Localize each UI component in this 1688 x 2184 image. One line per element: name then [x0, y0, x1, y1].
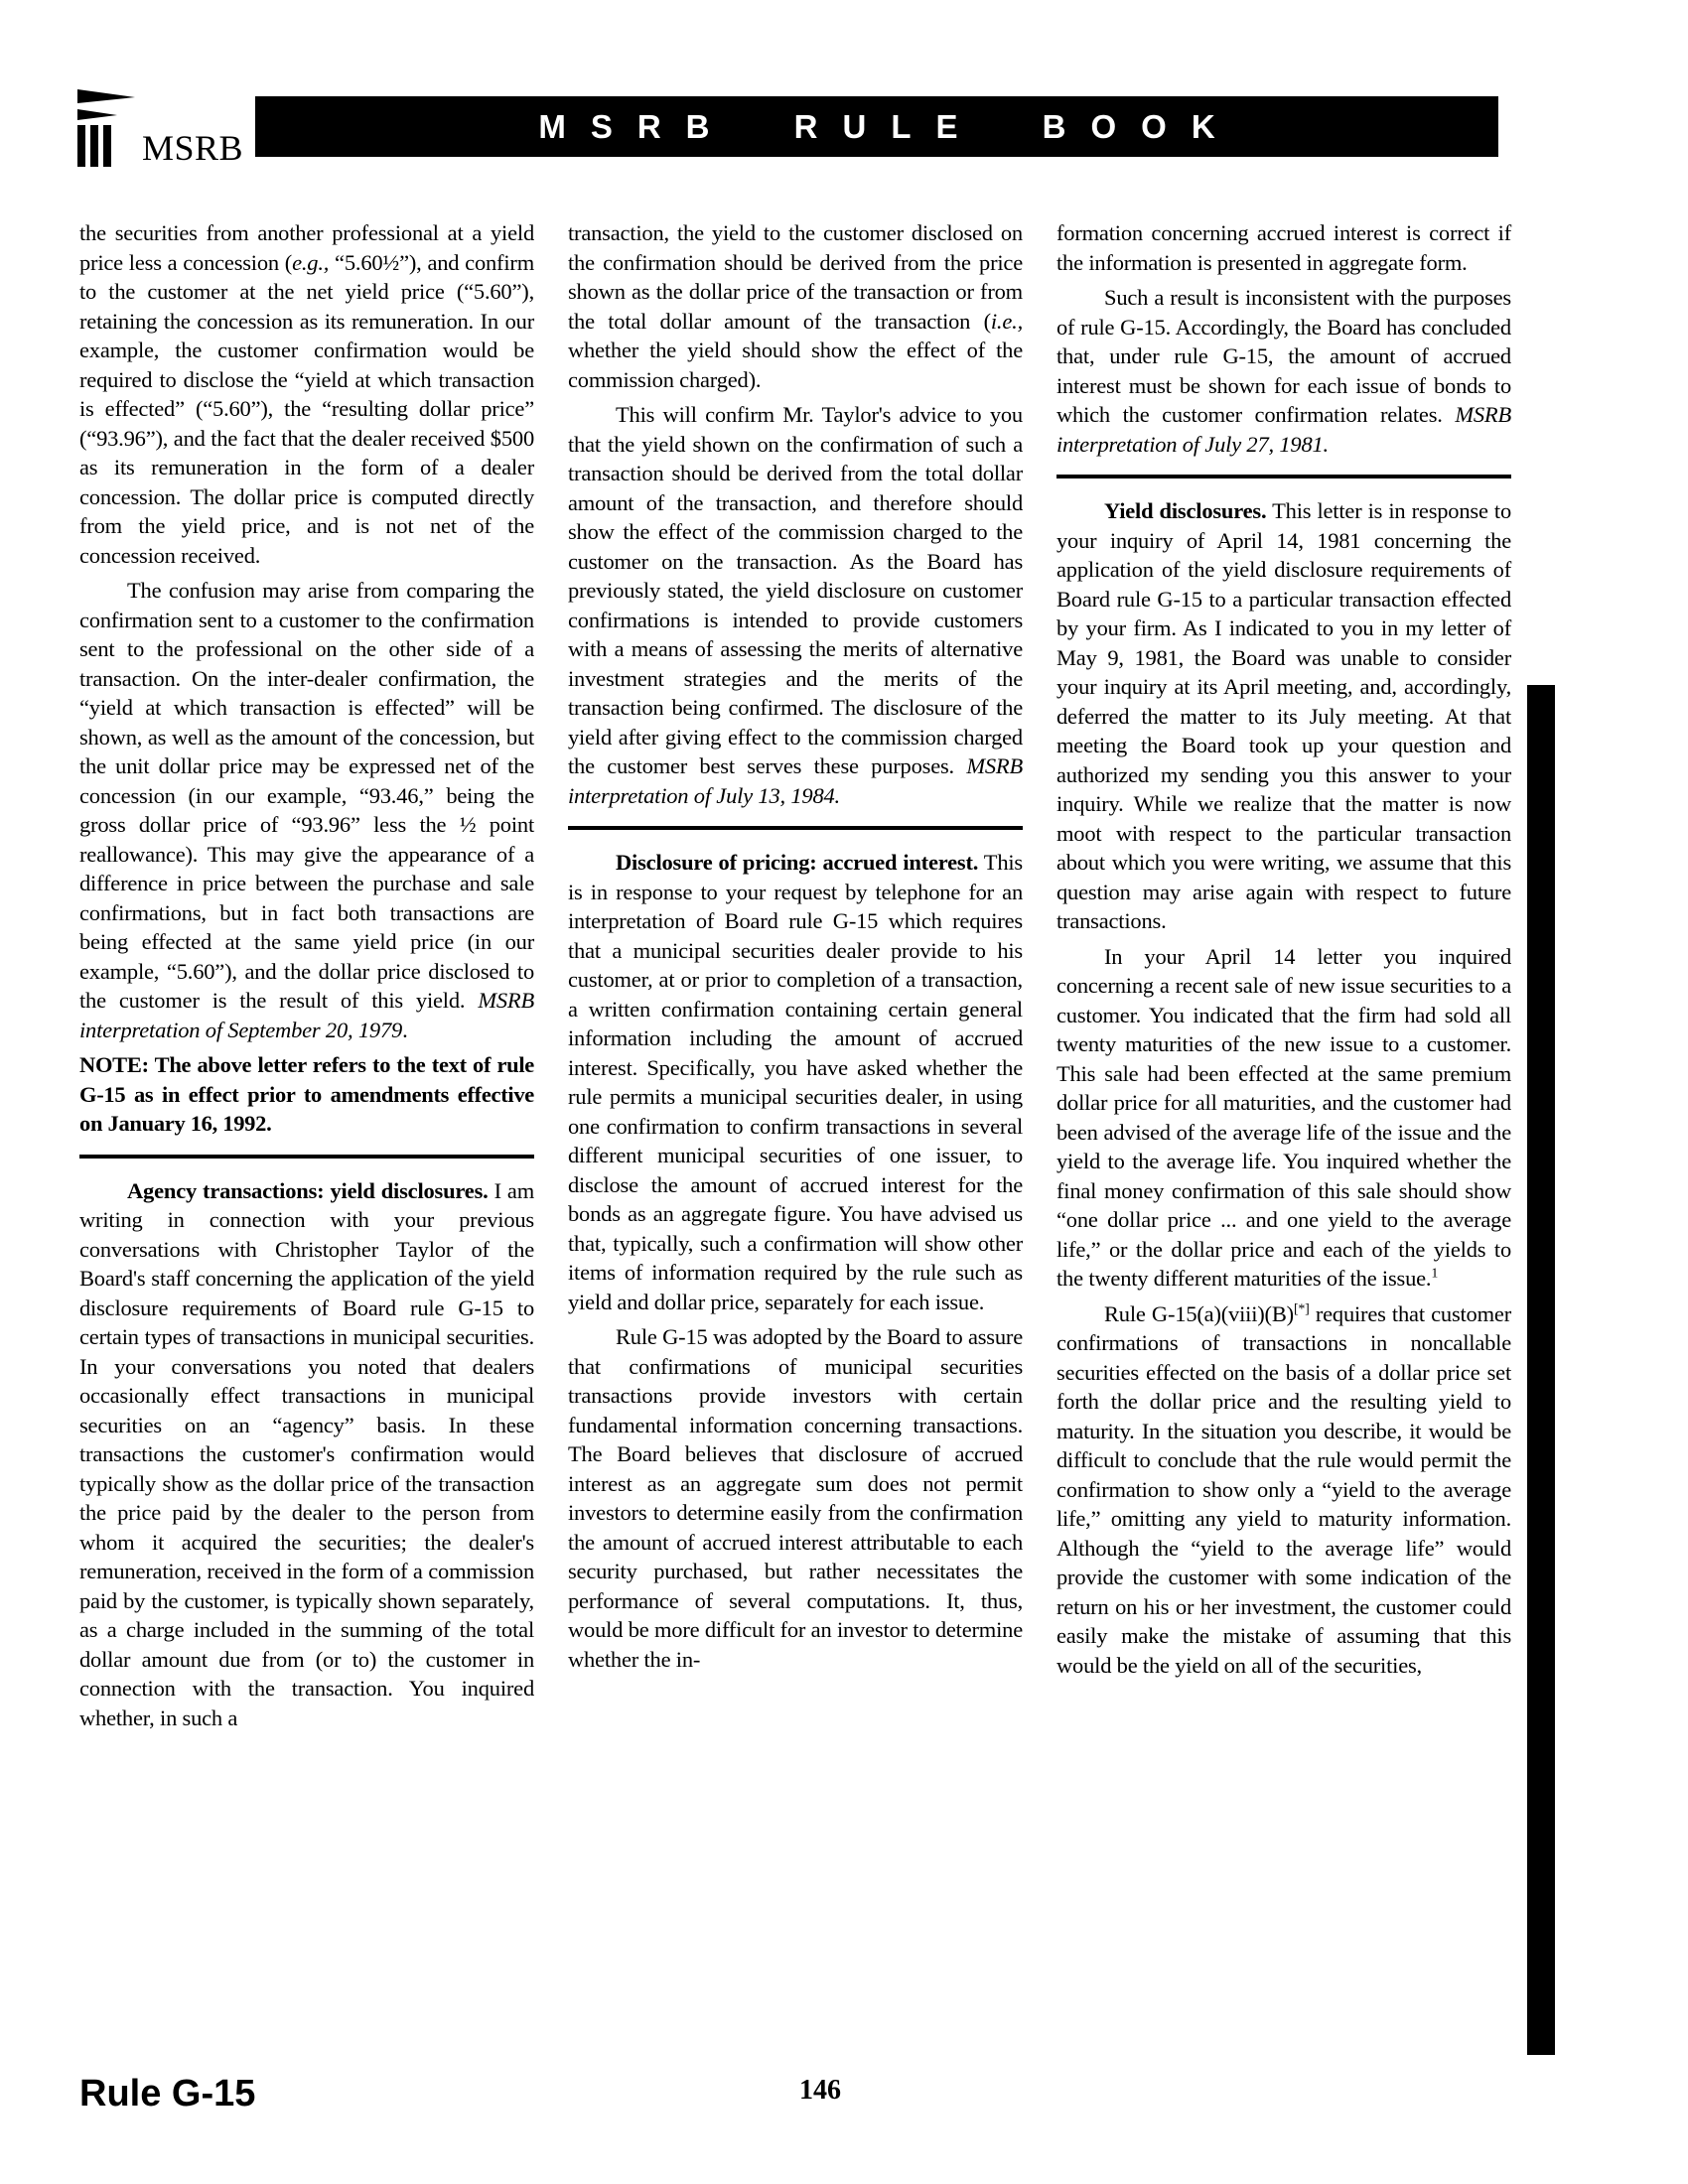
- paragraph: formation concerning accrued interest is correct if the information is presented in aggregate form.: [1056, 220, 1511, 275]
- column-3: [1056, 218, 1511, 1686]
- column-1: [79, 218, 534, 1738]
- section-divider: [79, 1155, 534, 1159]
- footer-rule-label: Rule G-15: [79, 2073, 256, 2115]
- msrb-logo: [77, 89, 243, 167]
- banner-title: MSRB RULE BOOK: [538, 108, 1240, 145]
- paragraph: Yield disclosures. This letter is in response to your inquiry of April 14, 1981 concerning the application of the yield disclosure requirements of Board rule G-15 to a particular transaction effected by your firm. As I indicated to you in my letter of May 9, 1981, the Board was unable to consider your inquiry at its April meeting, and, accordingly, deferred the matter to its July meeting. At that meeting the Board took up your question and authorized my sending you this answer to your inquiry. While we realize that the matter is now moot with respect to the particular transaction about which you were writing, we assume that this question may arise again with respect to future transactions.: [1056, 498, 1511, 933]
- section-divider: [568, 826, 1023, 830]
- title-banner: [255, 96, 1498, 157]
- paragraph: Such a result is inconsistent with the purposes of rule G-15. Accordingly, the Board has concluded that, under rule G-15, the amount of accrued interest must be shown for each issue of bonds to which the customer confirmation relates. MSRB interpretation of July 27, 1981.: [1056, 285, 1511, 457]
- page-number: 146: [799, 2075, 841, 2106]
- paragraph: Rule G-15 was adopted by the Board to assure that confirmations of municipal securities transactions provide investors with certain fundamental information concerning transactions. The Board believes that disclosure of accrued interest as an aggregate sum does not permit investors to determine easily from the confirmation the amount of accrued interest attributable to each security purchased, but rather necessitates the performance of several computations. It, thus, would be more difficult for an investor to determine whether the in-: [568, 1324, 1023, 1672]
- paragraph: In your April 14 letter you inquired concerning a recent sale of new issue securities to a customer. You indicated that the firm had sold all twenty maturities of the new issue to a customer. This sale had been effected at the same premium dollar price for all maturities, and the customer had been advised of the average life of the issue and the yield to the average life. You inquired whether the final money confirmation of this sale should show “one dollar price ... and one yield to the average life,” or the dollar price and each of the yields to the twenty different maturities of the issue.$^1$: [1056, 943, 1511, 1291]
- logo-text: MSRB: [142, 128, 244, 168]
- column-2: [568, 218, 1023, 1680]
- note-paragraph: NOTE: The above letter refers to the text of rule G-15 as in effect prior to amendments effective on January 16, 1992.: [79, 1052, 534, 1136]
- paragraph: This will confirm Mr. Taylor's advice to you that the yield shown on the confirmation of such a transaction should be derived from the total dollar amount of the transaction, and therefore should show the effect of the commission charged to the customer on the transaction. As the Board has previously stated, the yield disclosure on customer confirmations is intended to provide customers with a means of assessing the merits of alternative investment strategies and the merits of the transaction being confirmed. The disclosure of the yield after giving effect to the commission charged the customer best serves these purposes. MSRB interpretation of July 13, 1984.: [568, 402, 1023, 808]
- paragraph: transaction, the yield to the customer disclosed on the confirmation should be derived from the price shown as the dollar price of the transaction or from the total dollar amount of the transaction (i.e., whether the yield should show the effect of the commission charged).: [568, 220, 1023, 392]
- logo-pillar-icon: [77, 89, 139, 167]
- paragraph: The confusion may arise from comparing the confirmation sent to a customer to the confirmation sent to the professional on the other side of a transaction. On the inter-dealer confirmation, the “yield at which transaction is effected” will be shown, as well as the amount of the concession, but the unit dollar price may be expressed net of the concession (in our example, “93.46,” being the gross dollar price of “93.96” less the ½ point reallowance). This may give the appearance of a difference in price between the purchase and sale confirmations, but in fact both transactions are being effected at the same yield price (in our example, “5.60”), and the dollar price disclosed to the customer is the result of this yield. MSRB interpretation of September 20, 1979.: [79, 578, 534, 1042]
- section-divider: [1056, 475, 1511, 478]
- paragraph: the securities from another professional at a yield price less a concession (e.g., “5.60½”), and confirm to the customer at the net yield price (“5.60”), retaining the concession as its remuneration. In our example, the customer confirmation would be required to disclose the “yield at which transaction is effected” (“5.60”), the “resulting dollar price” (“93.96”), and the fact that the dealer received $500 as its remuneration in the form of a dealer concession. The dollar price is computed directly from the yield price, and is not net of the concession received.: [79, 220, 534, 568]
- paragraph: Disclosure of pricing: accrued interest. This is in response to your request by telephone for an interpretation of Board rule G-15 which requires that a municipal securities dealer provide to his customer, at or prior to completion of a transaction, a written confirmation containing certain general information including the amount of accrued interest. Specifically, you have asked whether the rule permits a municipal securities dealer, in using one confirmation to confirm transactions in several different municipal securities of one issuer, to disclose the amount of accrued interest for the bonds as an aggregate figure. You have advised us that, typically, such a confirmation will show other items of information required by the rule such as yield and dollar price, separately for each issue.: [568, 850, 1023, 1314]
- edge-tab-bar: [1527, 685, 1555, 2055]
- paragraph: Agency transactions: yield disclosures. I am writing in connection with your previous conversations with Christopher Taylor of the Board's staff concerning the application of the yield disclosure requirements of Board rule G-15 to certain types of transactions in municipal securities. In your conversations you noted that dealers occasionally effect transactions in municipal securities on an “agency” basis. In these transactions the customer's confirmation would typically show as the dollar price of the transaction the price paid by the dealer to the person from whom it acquired the securities; the dealer's remuneration, received in the form of a commission paid by the customer, is typically shown separately, as a charge included in the summing of the total dollar amount due from (or to) the customer in connection with the transaction. You inquired whether, in such a: [79, 1177, 535, 1730]
- paragraph: Rule G-15(a)(viii)(B)[*] requires that customer confirmations of transactions in noncallable securities effected on the basis of a dollar price set forth the dollar price and the resulting yield to maturity. In the situation you describe, it would be difficult to conclude that the rule would permit the confirmation to show only a “yield to the average life,” omitting any yield to maturity information. Although the “yield to the average life” would provide the customer with some indication of the return on his or her investment, the customer could easily make the mistake of assuming that this would be the yield on all of the securities,: [1056, 1300, 1511, 1678]
